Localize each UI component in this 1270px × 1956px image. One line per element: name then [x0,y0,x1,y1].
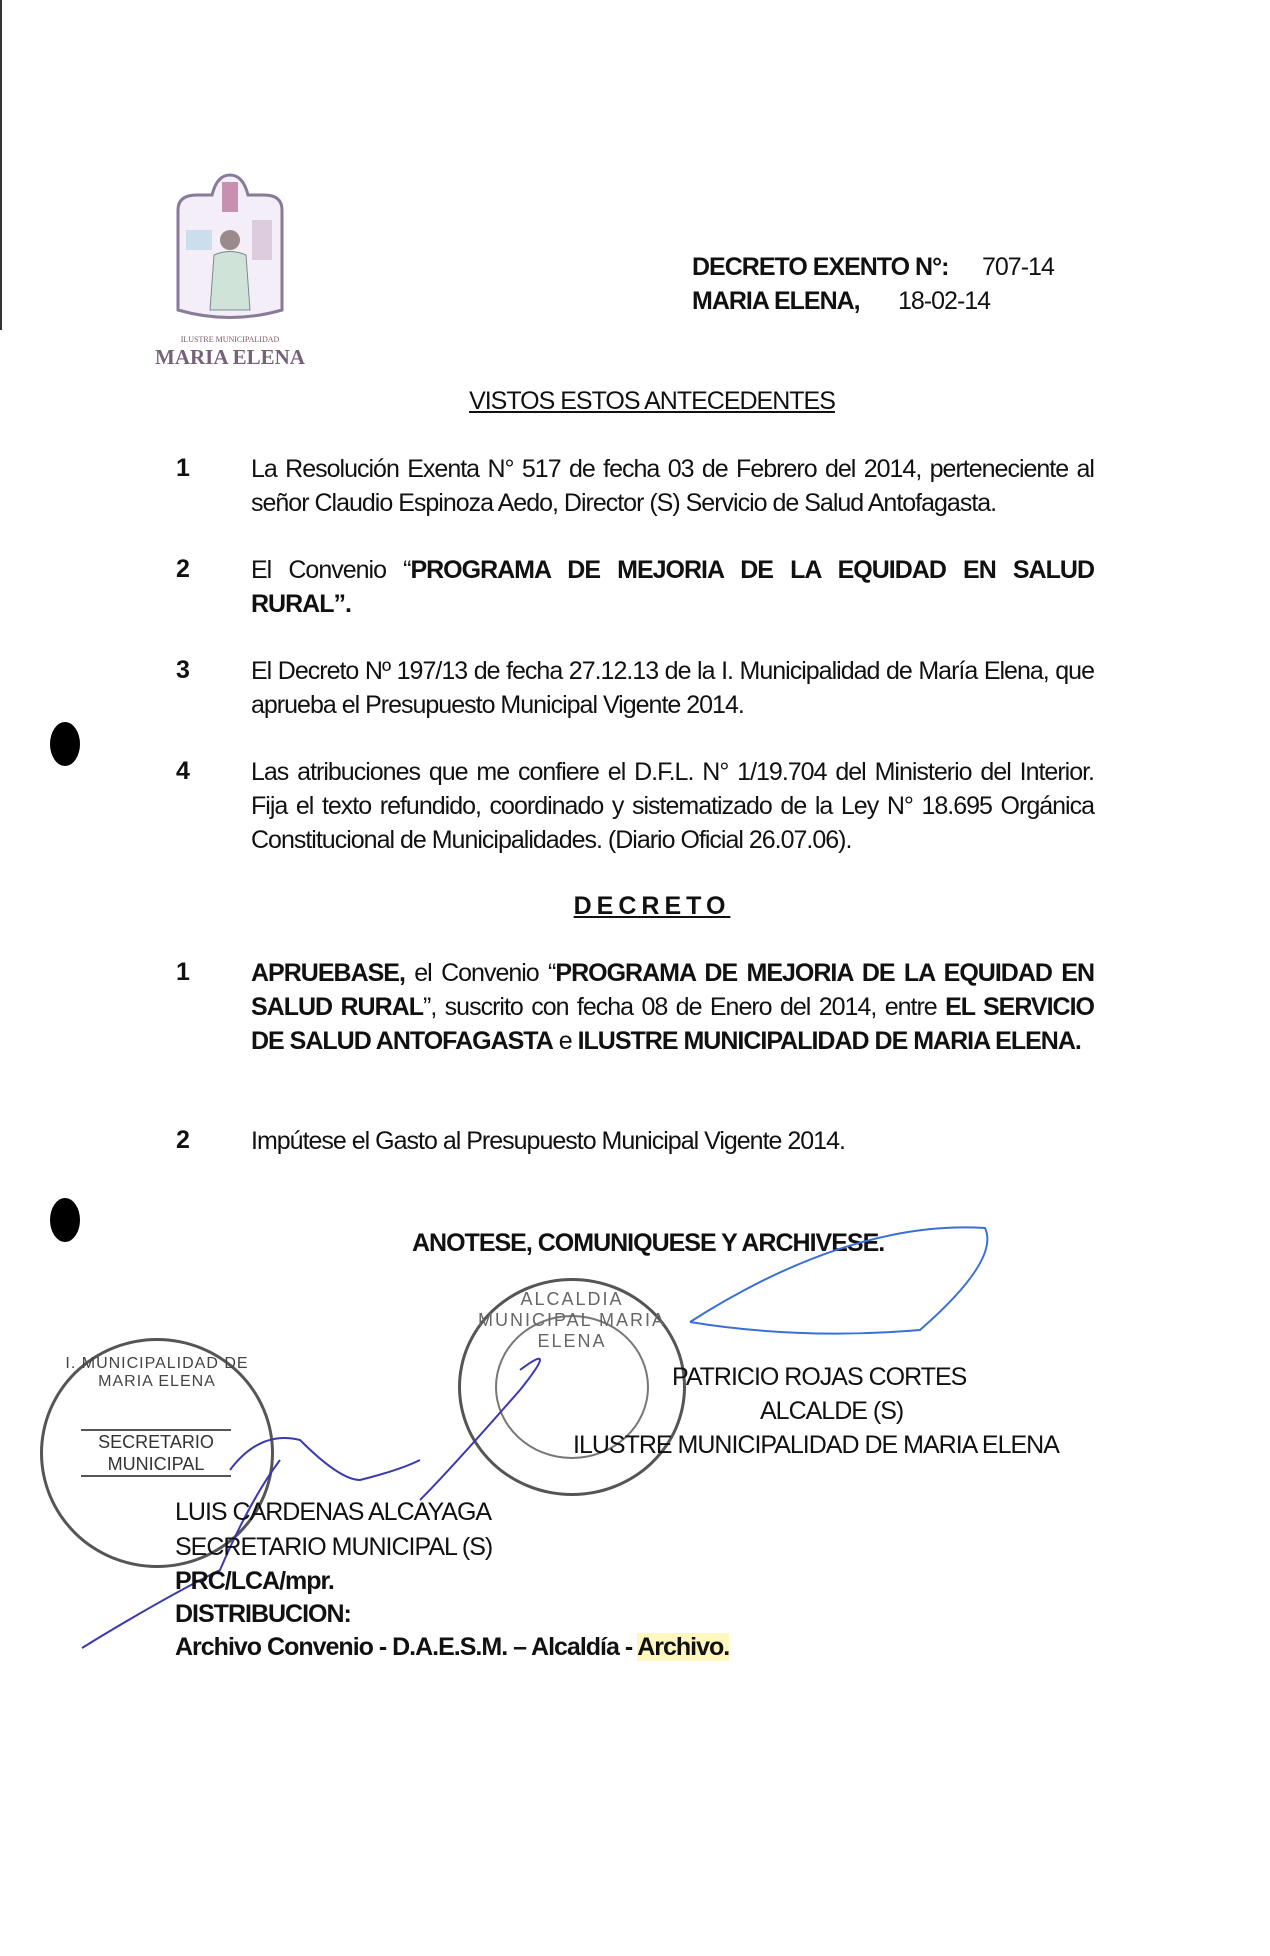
item-number: 1 [176,958,190,986]
item-number: 1 [176,454,190,482]
vistos-item: El Decreto Nº 197/13 de fecha 27.12.13 de la I. Municipalidad de María Elena, que aprueba el Presupuesto Municipal Vigente 2014. [251,657,1094,719]
stamp-text: SECRETARIO MUNICIPAL [81,1429,231,1477]
item-number: 3 [176,656,190,684]
item-number: 2 [176,1126,190,1154]
program-name: PROGRAMA DE MEJORIA DE LA EQUIDAD EN SALUD RURAL”. [251,556,1094,618]
decreto-heading: DECRETO [573,892,731,920]
logo-subtitle: ILUSTRE MUNICIPALIDAD [180,335,280,344]
alcalde-name: PATRICIO ROJAS CORTES [672,1363,967,1391]
closing-formula: ANOTESE, COMUNIQUESE Y ARCHIVESE. [412,1229,885,1257]
text: e [552,1027,578,1055]
decree-date: 18-02-14 [898,287,991,315]
distribucion-items: Archivo Convenio - D.A.E.S.M. – Alcaldía - [175,1633,633,1661]
secretario-role: SECRETARIO MUNICIPAL (S) [175,1533,493,1561]
distribucion-list [175,1630,729,1664]
bold-text: EL SERVICIO DE SALUD ANTOFAGASTA [251,993,1094,1055]
text: ”, suscrito con fecha 08 de Enero del 2014, entre [423,993,946,1021]
item-text: El Convenio “ [251,556,411,584]
bold-text: PROGRAMA DE MEJORIA DE LA EQUIDAD EN SALUD RURAL [251,959,1095,1021]
item-number: 4 [176,757,190,785]
stamp-text: I. MUNICIPALIDAD DE MARIA ELENA [65,1355,249,1390]
stamp-text: ALCALDIA MUNICIPAL MARIA ELENA [477,1289,667,1351]
distribucion-label: DISTRIBUCION: [175,1600,351,1628]
vistos-item: Las atribuciones que me confiere el D.F.L. N° 1/19.704 del Ministerio del Interior. Fija el texto refundido, coordinado y sistematizado de la Ley N° 18.695 Orgánica Constitucional de Municipalidades. (Diario Oficial 26.07.06). [251,758,1094,854]
bold-text: APRUEBASE, [251,959,405,987]
alcalde-org: ILUSTRE MUNICIPALIDAD DE MARIA ELENA [573,1431,1059,1459]
bold-text: ILUSTRE MUNICIPALIDAD DE MARIA ELENA. [577,1027,1081,1055]
distribucion-archive: Archivo. [637,1633,730,1661]
vistos-item: La Resolución Exenta N° 517 de fecha 03 de Febrero del 2014, perteneciente al señor Claudio Espinoza Aedo, Director (S) Servicio de Salud Antofagasta. [251,455,1094,517]
item-number: 2 [176,555,190,583]
secretario-name: LUIS CARDENAS ALCAYAGA [175,1498,492,1526]
initials: PRC/LCA/mpr. [175,1567,334,1595]
alcalde-role: ALCALDE (S) [760,1397,904,1425]
vistos-heading: VISTOS ESTOS ANTECEDENTES [469,387,835,415]
alcalde-signature [690,1227,987,1333]
decree-label: DECRETO EXENTO N°: [692,253,949,281]
decreto-item: Impútese el Gasto al Presupuesto Municipal Vigente 2014. [251,1127,845,1155]
place-label: MARIA ELENA, [692,287,860,315]
logo-name: MARIA ELENA [155,345,305,369]
decree-number: 707-14 [982,253,1054,281]
text: el Convenio “ [404,959,556,987]
